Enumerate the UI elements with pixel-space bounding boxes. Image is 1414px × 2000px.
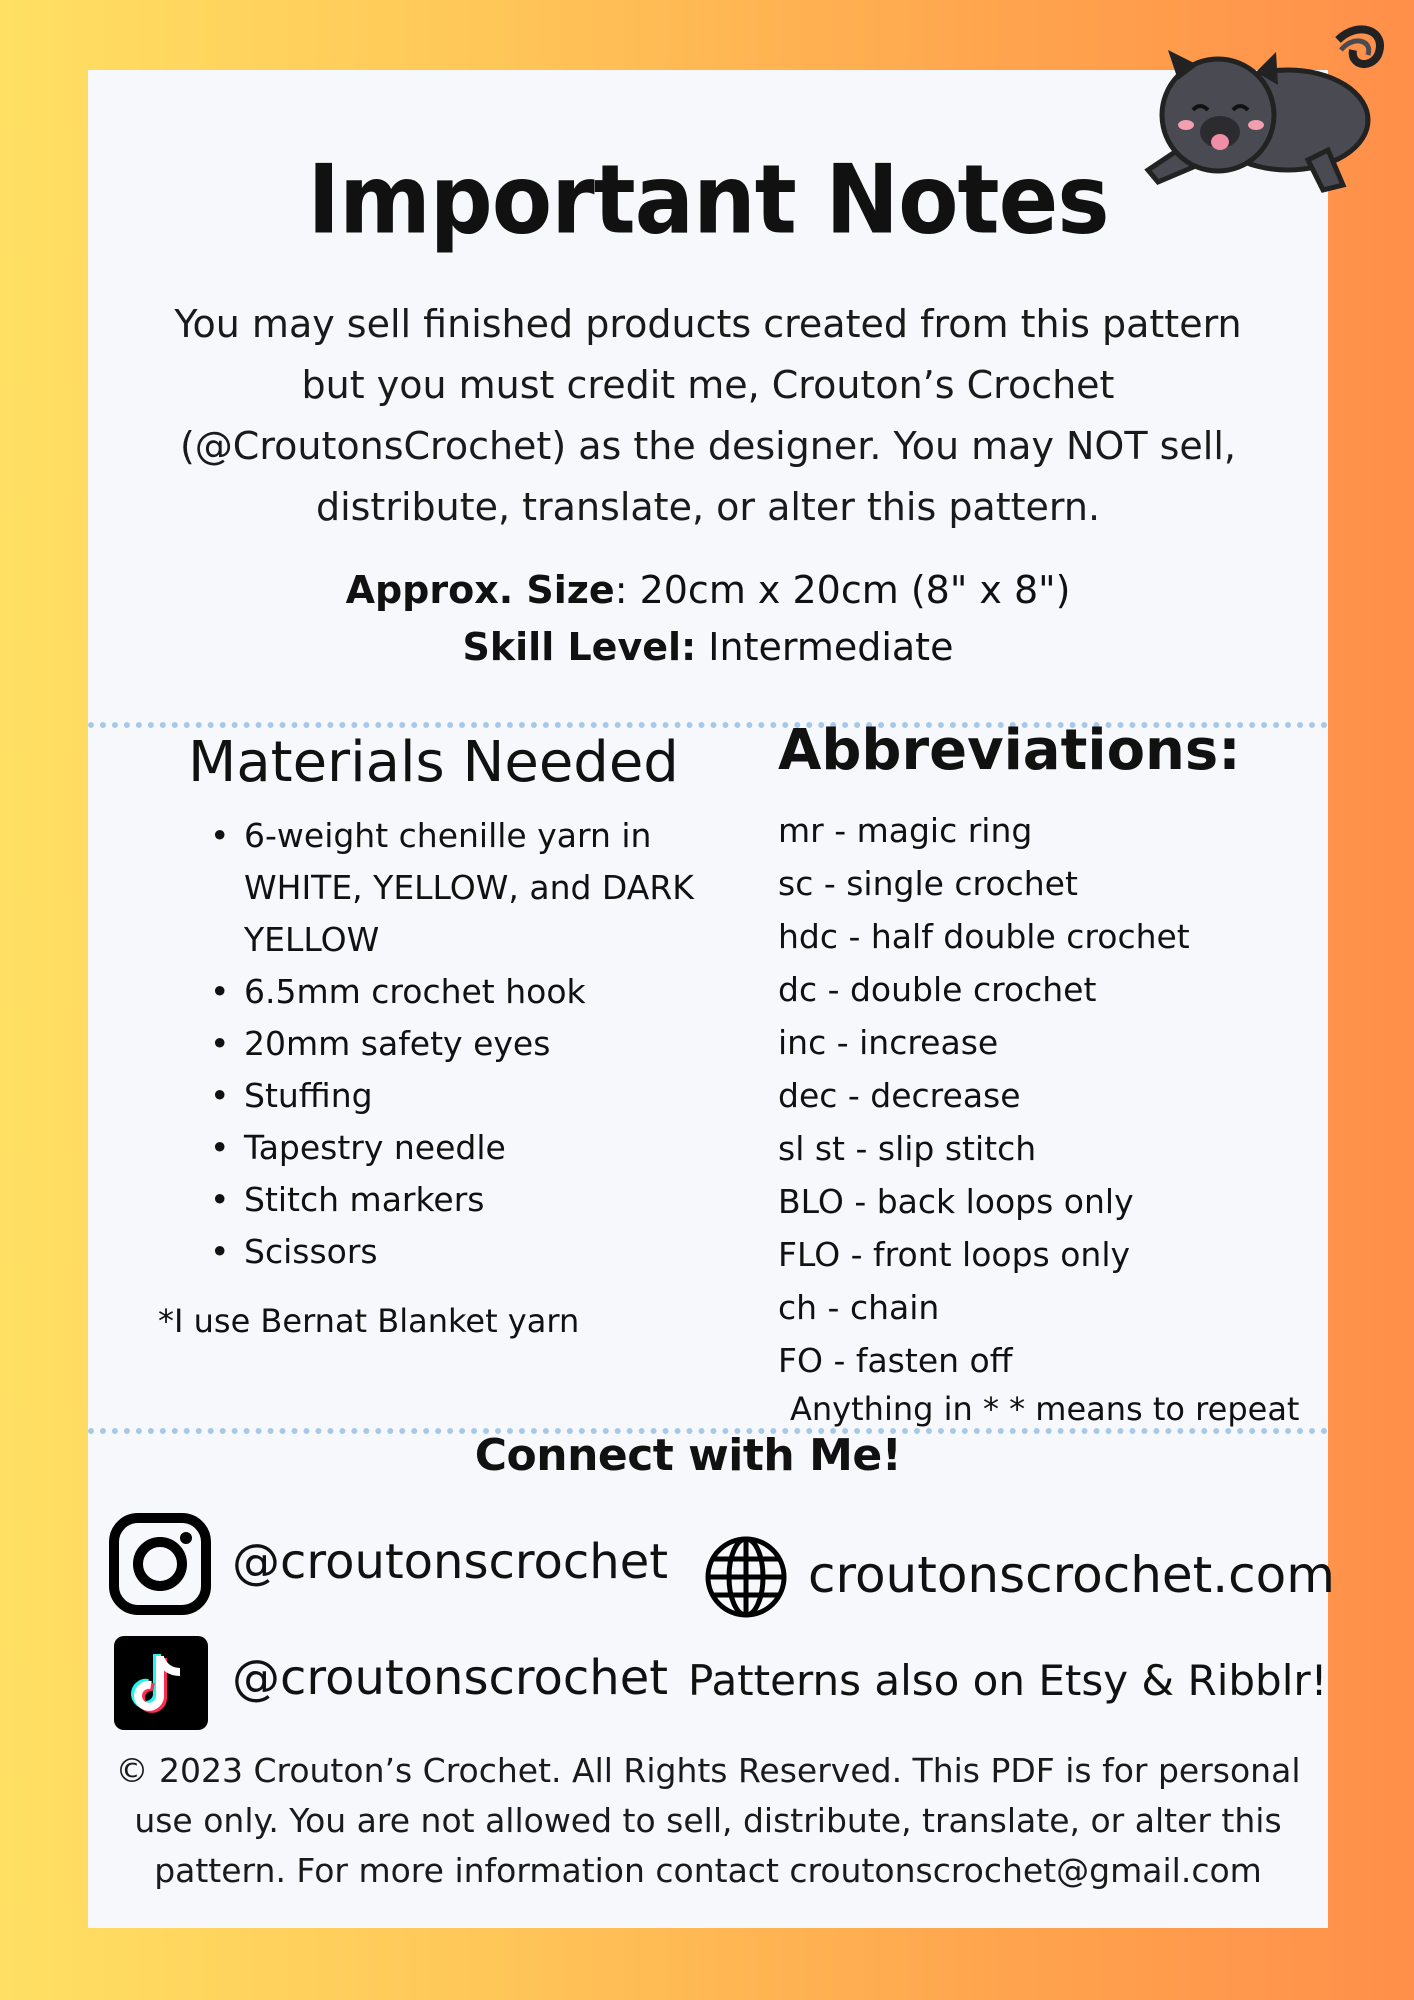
materials-heading: Materials Needed bbox=[188, 730, 679, 795]
pattern-specs bbox=[88, 562, 1328, 676]
tiktok-handle[interactable]: @croutonscrochet bbox=[232, 1650, 669, 1706]
list-item: ch - chain bbox=[778, 1288, 940, 1327]
list-item: • 6.5mm crochet hook bbox=[210, 966, 710, 1018]
copyright-footer bbox=[88, 1746, 1328, 1896]
list-item: hdc - half double crochet bbox=[778, 917, 1190, 956]
repeat-note: Anything in * * means to repeat bbox=[790, 1390, 1300, 1428]
list-item: FO - fasten off bbox=[778, 1341, 1013, 1380]
list-item: • Tapestry needle bbox=[210, 1122, 710, 1174]
list-item: sc - single crochet bbox=[778, 864, 1078, 903]
footer-line: © 2023 Crouton’s Crochet. All Rights Reserved. This PDF is for personal bbox=[115, 1751, 1301, 1790]
footer-line: use only. You are not allowed to sell, distribute, translate, or alter this bbox=[134, 1801, 1282, 1840]
connect-heading: Connect with Me! bbox=[474, 1430, 902, 1481]
website-link[interactable]: croutonscrochet.com bbox=[808, 1546, 1335, 1604]
notes-card bbox=[88, 70, 1335, 1928]
tiktok-icon[interactable] bbox=[114, 1636, 208, 1730]
list-item: inc - increase bbox=[778, 1023, 999, 1062]
instagram-handle[interactable]: @croutonscrochet bbox=[232, 1534, 669, 1590]
list-item: mr - magic ring bbox=[778, 811, 1033, 850]
footer-line: pattern. For more information contact croutonscrochet@gmail.com bbox=[154, 1851, 1262, 1890]
list-item: FLO - front loops only bbox=[778, 1235, 1131, 1274]
intro-paragraph: You may sell finished products created from this pattern but you must credit me, Crouton’s Crochet (@CroutonsCrochet) as the designer. You may NOT sell, distribute, translate, or alter this pattern. bbox=[174, 302, 1242, 529]
abbreviations-list bbox=[778, 804, 1190, 1387]
instagram-icon[interactable] bbox=[108, 1512, 212, 1616]
list-item: dc - double crochet bbox=[778, 970, 1097, 1009]
list-item: • Stuffing bbox=[210, 1070, 710, 1122]
list-item: dec - decrease bbox=[778, 1076, 1021, 1115]
skill-label: Skill Level: bbox=[462, 625, 697, 669]
list-item: • Stitch markers bbox=[210, 1174, 710, 1226]
list-item: BLO - back loops only bbox=[778, 1182, 1134, 1221]
list-item: • Scissors bbox=[210, 1226, 710, 1278]
globe-icon bbox=[704, 1535, 788, 1619]
list-item: • 6-weight chenille yarn in WHITE, YELLOW, and DARK YELLOW bbox=[210, 810, 710, 966]
materials-list bbox=[210, 810, 710, 1278]
size-label: Approx. Size bbox=[345, 568, 615, 612]
size-line bbox=[88, 562, 1328, 619]
abbreviations-heading: Abbreviations: bbox=[778, 718, 1241, 783]
skill-value: Intermediate bbox=[696, 625, 954, 669]
page-title: Important Notes bbox=[307, 143, 1109, 256]
shops-note: Patterns also on Etsy & Ribblr! bbox=[688, 1656, 1328, 1705]
size-value: : 20cm x 20cm (8" x 8") bbox=[614, 568, 1071, 612]
list-item: sl st - slip stitch bbox=[778, 1129, 1037, 1168]
yarn-note: *I use Bernat Blanket yarn bbox=[158, 1302, 580, 1340]
list-item: • 20mm safety eyes bbox=[210, 1018, 710, 1070]
skill-line bbox=[88, 619, 1328, 676]
